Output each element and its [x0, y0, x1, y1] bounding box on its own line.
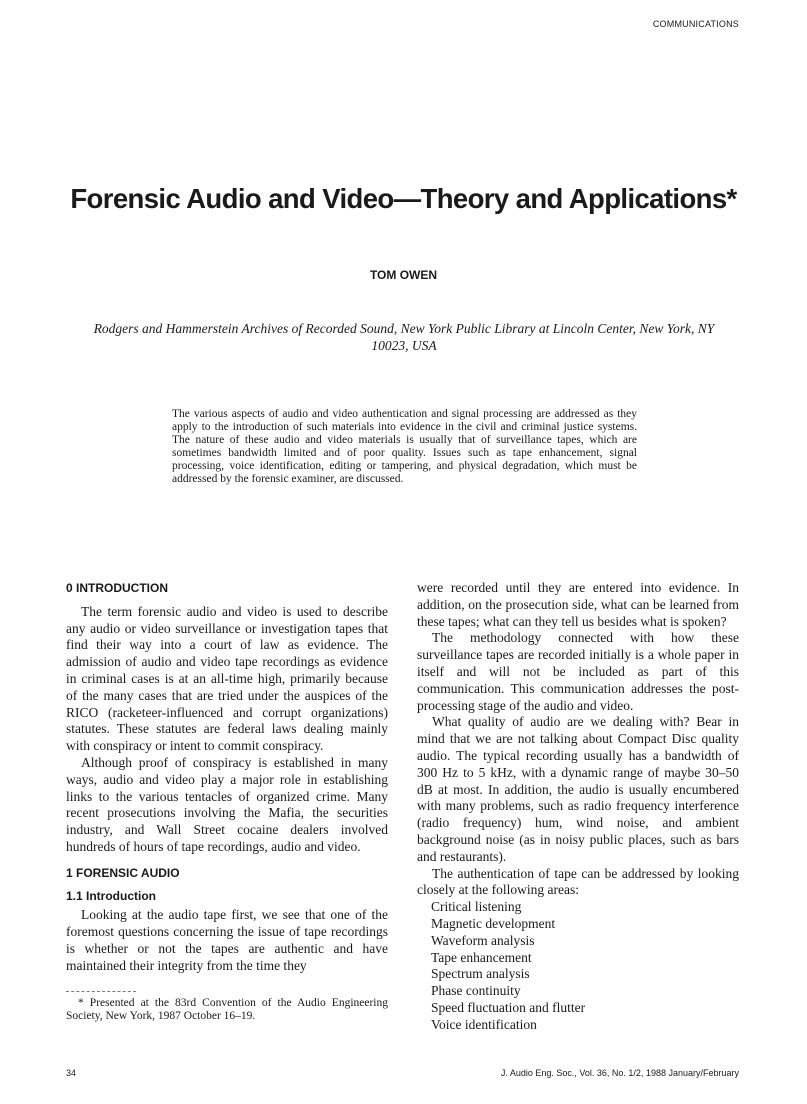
authentication-areas-list — [417, 899, 739, 1033]
journal-reference: J. Audio Eng. Soc., Vol. 36, No. 1/2, 1988 January/February — [500, 1068, 739, 1078]
list-item: Phase continuity — [431, 983, 521, 999]
abstract: The various aspects of audio and video authentication and signal processing are addressed as they apply to the introduction of such materials into evidence in the civil and criminal justice systems. The nature of these audio and video materials is usually that of surveillance tapes, which are sometimes bandwidth limited and of poor quality. Issues such as tape enhancement, signal processing, voice identification, editing or tampering, and physical degradation, which must be addressed by the forensic examiner, are discussed. — [172, 408, 637, 485]
intro-paragraph-2: Although proof of conspiracy is established in many ways, audio and video play a major role in establishing links to the various tentacles of organized crime. Many recent prosecutions involving the Mafia, the securities industry, and Wall Street cocaine dealers involved hundreds of hours of tape recordings, audio and video. — [66, 754, 388, 854]
author-affiliation: Rodgers and Hammerstein Archives of Recorded Sound, New York Public Library at Lincoln Center, New York, NY 10023, USA — [93, 321, 715, 353]
subsection-paragraph-1: Looking at the audio tape first, we see that one of the foremost questions concerning the issue of tape recordings is whether or not the tapes are authentic and have maintained their integrity from the time they — [66, 907, 388, 973]
left-column — [66, 580, 388, 1024]
authentication-paragraph: The authentication of tape can be addressed by looking closely at the following areas: — [417, 865, 739, 898]
list-item: Magnetic development — [431, 915, 556, 931]
methodology-paragraph: The methodology connected with how these surveillance tapes are recorded initially is a whole paper in itself and will not be included as part of this communication. This communication addresses the post-processing stage of the audio and video. — [417, 630, 739, 713]
heading-forensic-audio: 1 FORENSIC AUDIO — [66, 865, 180, 880]
list-item: Waveform analysis — [431, 932, 535, 948]
right-column — [417, 580, 739, 1034]
subheading-introduction: 1.1 Introduction — [66, 888, 156, 903]
section-label: COMMUNICATIONS — [652, 19, 739, 29]
footnote-rule — [66, 981, 136, 992]
list-item: Spectrum analysis — [431, 966, 530, 982]
continued-paragraph: were recorded until they are entered into evidence. In addition, on the prosecution side, what can be learned from these tapes; what can they tell us besides what is spoken? — [417, 580, 739, 629]
heading-introduction: 0 INTRODUCTION — [66, 581, 168, 595]
list-item: Critical listening — [431, 899, 522, 915]
list-item: Voice identification — [431, 1016, 537, 1032]
page-number: 34 — [66, 1068, 77, 1078]
audio-quality-paragraph: What quality of audio are we dealing with? Bear in mind that we are not talking about Compact Disc quality audio. The typical recording usually has a bandwidth of 300 Hz to 5 kHz, with a dynamic range of maybe 30–50 dB at most. In addition, the audio is usually encumbered with many problems, such as radio frequency interference (radio frequency) hum, wind noise, and ambient background noise (as in noisy public places, such as bars and restaurants). — [417, 714, 739, 864]
article-title: Forensic Audio and Video—Theory and Applications* — [70, 183, 737, 214]
footnote: * Presented at the 83rd Convention of the Audio Engineering Society, New York, 1987 October 16–19. — [66, 996, 388, 1023]
author-name: TOM OWEN — [369, 268, 438, 282]
list-item: Tape enhancement — [431, 949, 532, 965]
intro-paragraph-1: The term forensic audio and video is used to describe any audio or video surveillance or investigation tapes that find their way into a court of law as evidence. The admission of audio and video tape recordings as evidence in criminal cases is at an all-time high, primarily because of the many cases that are tried under the auspices of the RICO (racketeer-influenced and corrupt organizations) statutes. These statutes are federal laws dealing mainly with conspiracy or intent to commit conspiracy. — [66, 603, 388, 754]
list-item: Speed fluctuation and flutter — [431, 999, 586, 1015]
